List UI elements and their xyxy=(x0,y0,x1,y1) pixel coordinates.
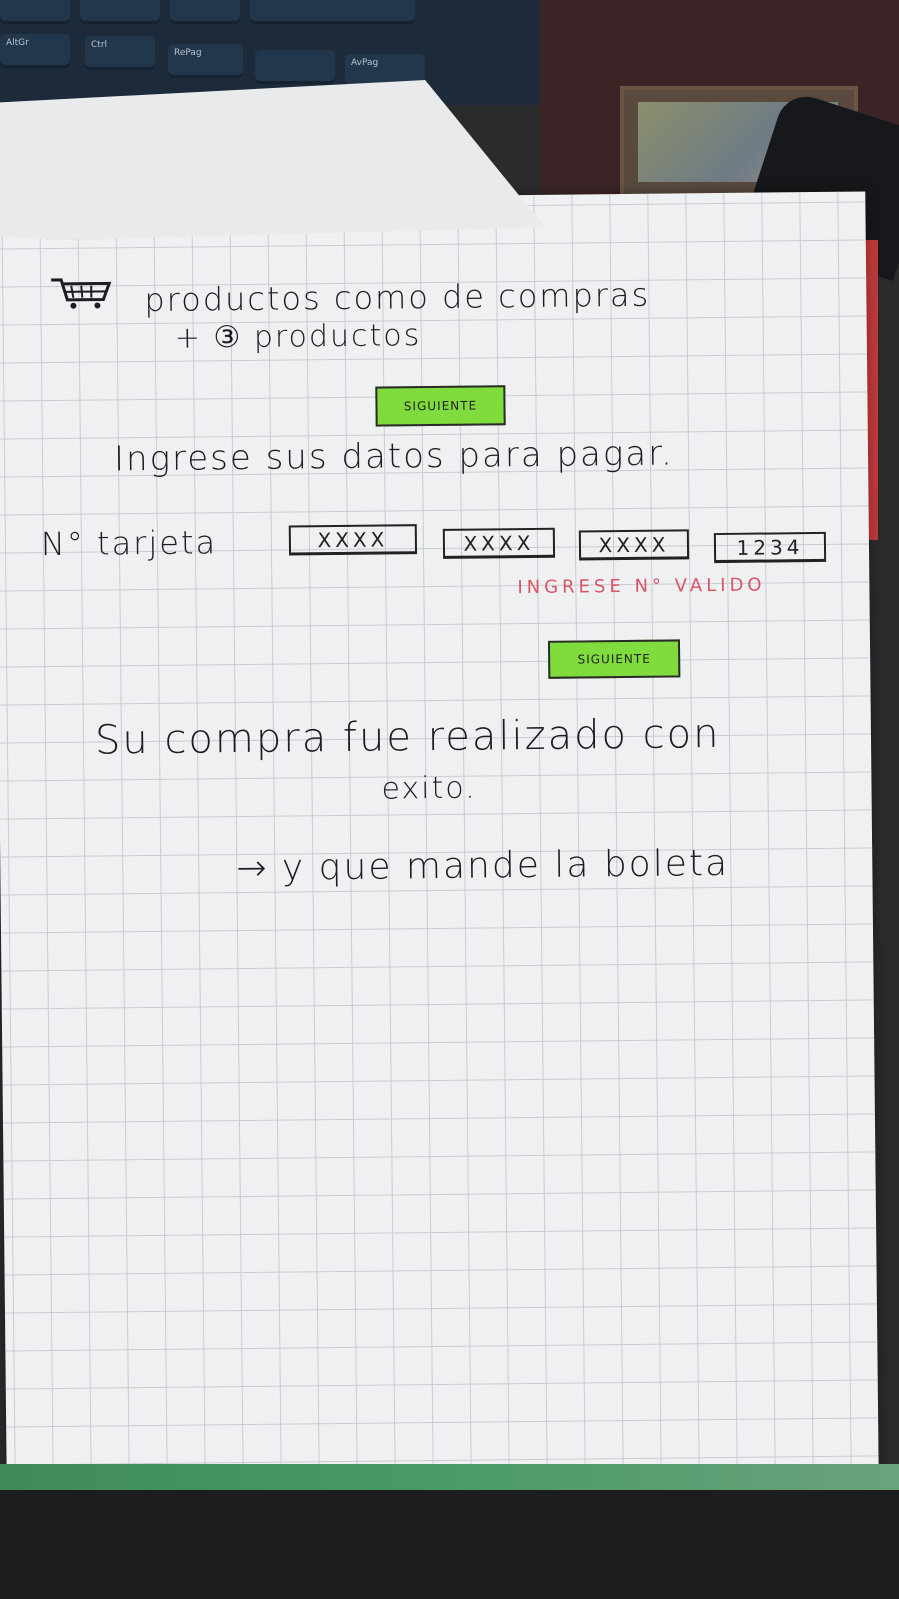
key-arrow-up xyxy=(255,50,335,84)
key xyxy=(80,0,160,24)
cart-text-line2: + ③ productos xyxy=(174,318,422,356)
payment-prompt: Ingrese sus datos para pagar. xyxy=(113,433,675,480)
card-field-1[interactable]: XXXX xyxy=(289,524,417,555)
key xyxy=(0,0,70,24)
boleta-note: → y que mande la boleta xyxy=(236,842,730,890)
key-repag: RePag xyxy=(168,44,243,78)
siguiente-button-1[interactable]: SIGUIENTE xyxy=(375,385,505,426)
siguiente-button-2[interactable]: SIGUIENTE xyxy=(548,639,680,678)
card-number-label: N° tarjeta xyxy=(40,523,218,564)
key xyxy=(170,0,240,24)
shopping-cart-icon xyxy=(49,273,115,312)
key-altgr: AltGr xyxy=(0,34,70,68)
notebook-page xyxy=(0,191,879,1480)
card-field-3[interactable]: XXXX xyxy=(579,529,689,560)
cart-text-line1: productos como de compras xyxy=(144,275,651,320)
card-field-2[interactable]: XXXX xyxy=(443,528,555,559)
key xyxy=(250,0,415,24)
key-ctrl: Ctrl xyxy=(85,36,155,70)
success-message-line1: Su compra fue realizado con xyxy=(94,711,721,764)
card-error-message: INGRESE N° VALIDO xyxy=(517,574,766,599)
desk-bottom xyxy=(0,1490,899,1599)
card-field-4[interactable]: 1234 xyxy=(714,532,826,563)
success-message-line2: exito. xyxy=(381,770,477,807)
key-avpag: AvPag xyxy=(345,54,425,88)
